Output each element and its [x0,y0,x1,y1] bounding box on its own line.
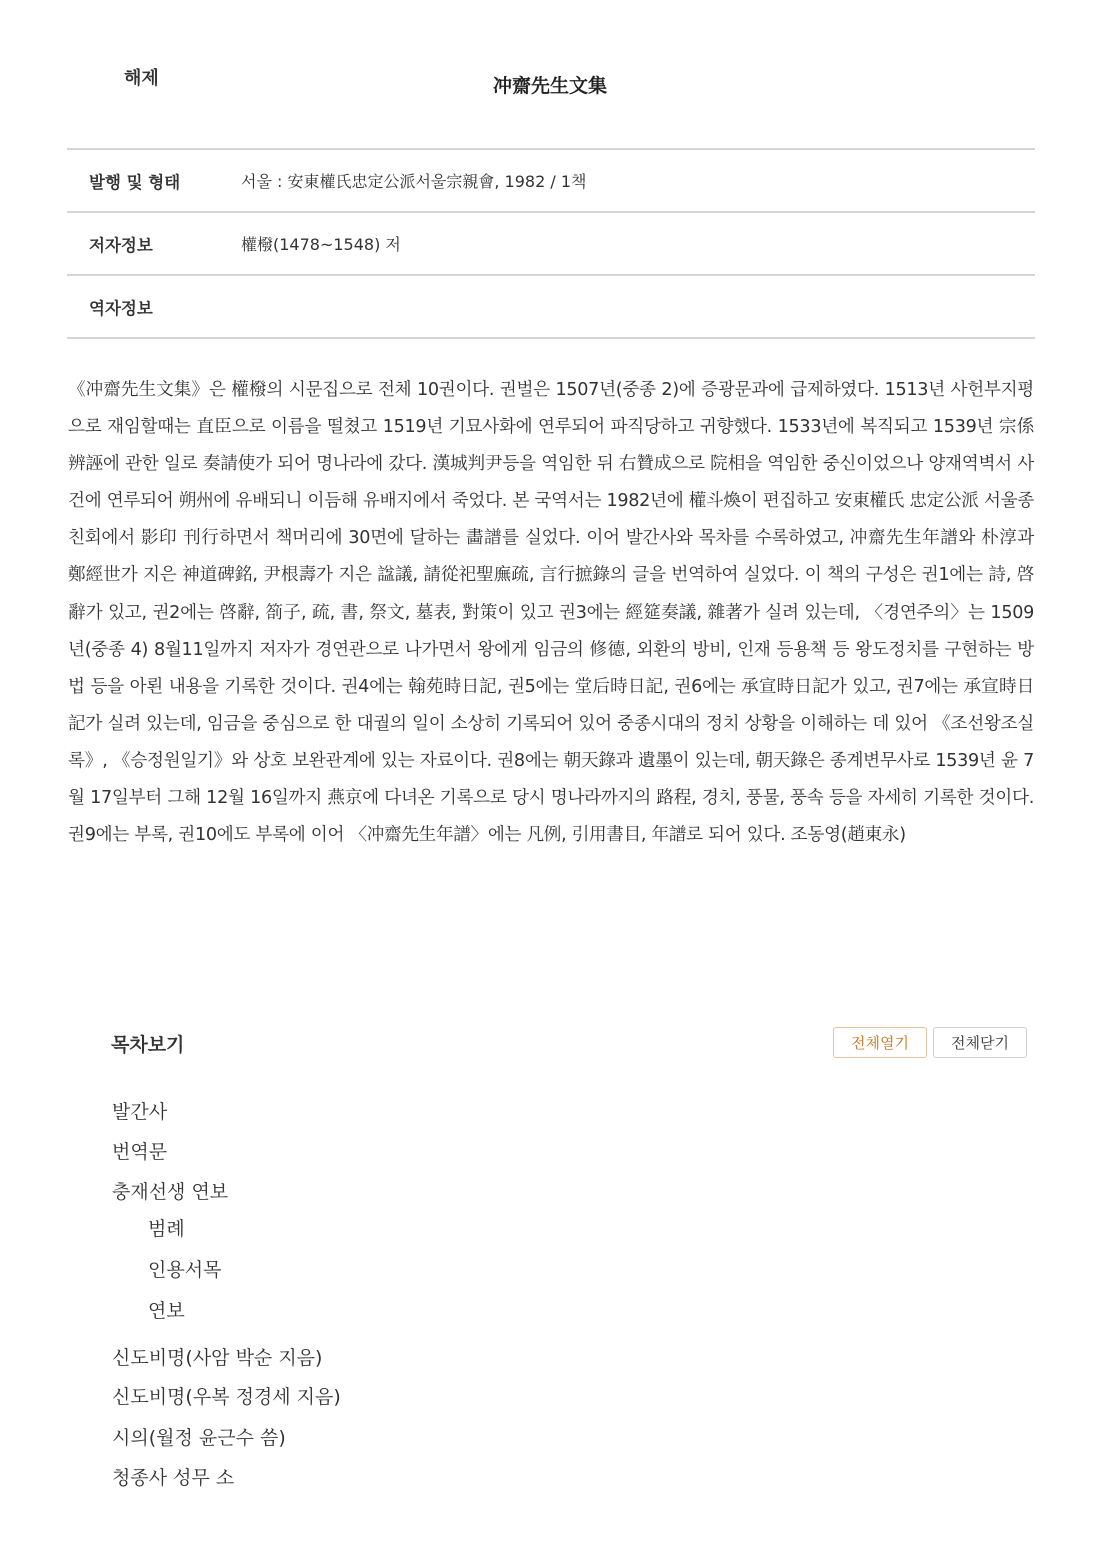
info-key-translator: 역자정보 [89,298,153,318]
toc-item-preface[interactable]: 발간사 [112,1101,168,1123]
toc-item-chronology[interactable]: 연보 [148,1300,185,1322]
toc-item-epitaph-parksun[interactable]: 신도비명(사암 박순 지음) [112,1347,323,1369]
book-title: 冲齋先生文集 [492,75,607,97]
toc-item-memorial[interactable]: 청종사 성무 소 [112,1467,235,1489]
info-value-author: 權橃(1478~1548) 저 [241,235,401,254]
expand-all-button[interactable]: 전체열기 [833,1027,927,1058]
info-row-author [67,213,1035,276]
info-key-publication: 발행 및 형태 [89,172,181,192]
info-key-author: 저자정보 [89,235,153,255]
summary-text: 《冲齋先生文集》은 權橃의 시문집으로 전체 10권이다. 권벌은 1507년(중종 2)에 증광문과에 급제하였다. 1513년 사헌부지평으로 재임할때는 直臣으로 이름을 떨쳤고 1519년 기묘사화에 연루되어 파직당하고 귀향했다. 1533년에 복직되고 1539년 宗係辨誣에 관한 일로 奏請使가 되어 명나라에 갔다. 漢城判尹등을 역임한 뒤 右贊成으로 院相을 역임한 중신이었으나 양재역벽서 사건에 연루되어 朔州에 유배되니 이듬해 유배지에서 죽었다. 본 국역서는 1982년에 權斗煥이 편집하고 安東權氏 忠定公派 서울종친회에서 影印 刊行하면서 책머리에 30면에 달하는 畵譜를 실었다. 이어 발간사와 목차를 수록하였고, 冲齋先生年譜와 朴淳과 鄭經世가 지은 神道碑銘, 尹根壽가 지은 諡議, 請從祀聖廡疏, 言行摭錄의 글을 번역하여 실었다. 이 책의 구성은 권1에는 詩, 啓辭가 있고, 권2에는 啓辭, 箚子, 疏, 書, 祭文, 墓表, 對策이 있고 권3에는 經筵奏議, 雜著가 실려 있는데, 〈경연주의〉는 1509년(중종 4) 8월11일까지 저자가 경연관으로 나가면서 왕에게 임금의 修德, 외환의 방비, 인재 등용책 등 왕도정치를 구현하는 방법 등을 아뢴 내용을 기록한 것이다. 권4에는 翰苑時日記, 권5에는 堂后時日記, 권6에는 承宣時日記가 있고, 권7에는 承宣時日記가 실려 있는데, 임금을 중심으로 한 대궐의 일이 소상히 기록되어 있어 중종시대의 정치 상황을 이해하는 데 있어 《조선왕조실록》, 《승정원일기》와 상호 보완관계에 있는 자료이다. 권8에는 朝天錄과 遺墨이 있는데, 朝天錄은 종계변무사로 1539년 윤 7월 17일부터 그해 12월 16일까지 燕京에 다녀온 기록으로 당시 명나라까지의 路程, 경치, 풍물, 풍속 등을 자세히 기록한 것이다. 권9에는 부록, 권10에도 부록에 이어 〈冲齋先生年譜〉에는 凡例, 引用書目, 年譜로 되어 있다. 조동영(趙東永) [68,380,1034,846]
collapse-all-button[interactable]: 전체닫기 [933,1027,1027,1058]
toc-item-cited-works[interactable]: 인용서목 [148,1259,222,1281]
info-row-translator [67,276,1035,339]
toc-item-epitaph-jeong[interactable]: 신도비명(우복 정경세 지음) [112,1386,341,1408]
info-row-publication [67,150,1035,213]
info-table [67,148,1035,339]
toc-item-posthumous-title[interactable]: 시의(월정 윤근수 씀) [112,1427,286,1449]
toc-item-legend[interactable]: 범례 [148,1218,185,1240]
header-label: 해제 [124,68,159,89]
info-value-publication: 서울 : 安東權氏忠定公派서울宗親會, 1982 / 1책 [241,172,587,191]
toc-item-chronicle[interactable]: 충재선생 연보 [112,1181,229,1203]
toc-title: 목차보기 [111,1034,185,1056]
toc-item-translation[interactable]: 번역문 [112,1141,168,1163]
